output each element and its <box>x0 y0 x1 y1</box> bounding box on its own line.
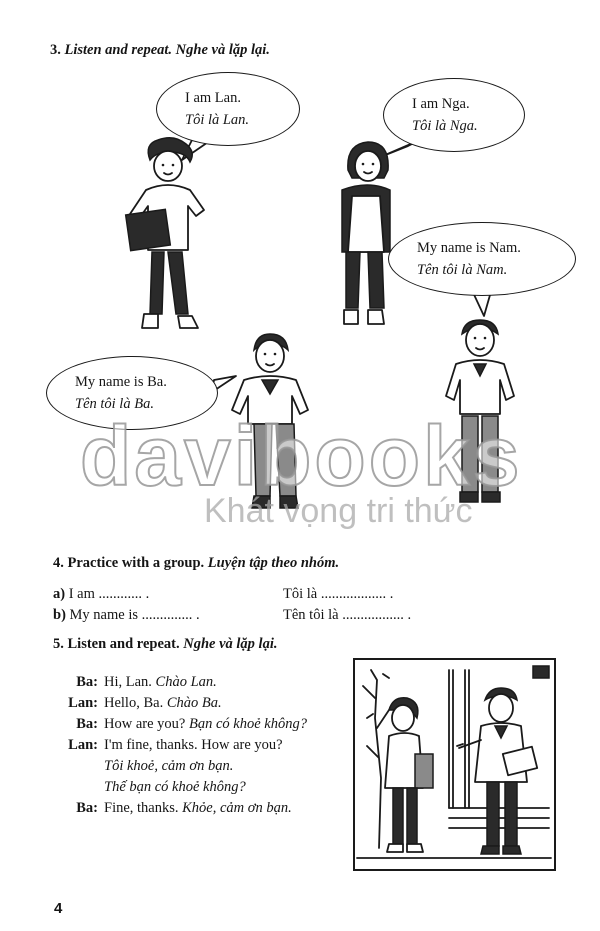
section-3-title-vi: Nghe và lặp lại. <box>175 42 270 58</box>
dialogue-en: Hi, Lan. <box>104 674 152 690</box>
speech-bubble-nam <box>388 222 576 296</box>
bubble-lan-vi: Tôi là Lan. <box>185 112 250 128</box>
dialogue-line <box>56 716 307 733</box>
watermark-brand: davibooks <box>80 409 523 503</box>
exercise-a-vi: Tôi là .................. . <box>283 586 394 602</box>
bubble-lan-en: I am Lan. <box>185 90 241 106</box>
section-3-number: 3. <box>50 42 61 58</box>
exercise-a-en: I am ............ . <box>68 586 150 602</box>
section-5-title-vi: Nghe và lặp lại. <box>183 636 278 652</box>
section-4-title-vi: Luyện tập theo nhóm. <box>207 555 340 571</box>
section-5-title-en: Listen and repeat. <box>67 636 180 652</box>
bubble-nam-vi: Tên tôi là Nam. <box>417 262 508 278</box>
dialogue-speaker: Ba: <box>76 716 98 732</box>
exercise-letter-a: a) <box>53 586 66 602</box>
exercise-letter-b: b) <box>53 607 66 623</box>
dialogue-illustration <box>353 658 556 871</box>
section-4-heading <box>53 555 339 572</box>
bubble-ba-en: My name is Ba. <box>75 374 167 390</box>
dialogue-speaker: Lan: <box>68 737 98 753</box>
section-4-title-en: Practice with a group. <box>67 555 205 571</box>
dialogue-line <box>56 695 222 712</box>
speech-bubble-nga <box>383 78 525 152</box>
bubble-nam-en: My name is Nam. <box>417 240 521 256</box>
bubble-nga-vi: Tôi là Nga. <box>412 118 478 134</box>
watermark-slogan: Khát vọng tri thức <box>204 492 473 530</box>
dialogue-vi: Khỏe, cảm ơn bạn. <box>182 800 292 816</box>
section-4-number: 4. <box>53 555 64 571</box>
dialogue-en: Hello, Ba. <box>104 695 164 711</box>
exercise-b-vi: Tên tôi là ................. . <box>283 607 412 623</box>
dialogue-vi: Chào Lan. <box>155 674 217 690</box>
dialogue-line <box>56 800 292 817</box>
section-5-number: 5. <box>53 636 64 652</box>
dialogue-vi: Chào Ba. <box>166 695 222 711</box>
dialogue-line-continued: Tôi khoẻ, cảm ơn bạn. <box>104 758 234 774</box>
dialogue-en: I'm fine, thanks. How are you? <box>104 737 283 753</box>
dialogue-line <box>56 737 283 754</box>
dialogue-speaker: Lan: <box>68 695 98 711</box>
exercise-b-en: My name is .............. . <box>69 607 200 623</box>
exercise-row-b <box>53 607 200 624</box>
bubble-ba-vi: Tên tôi là Ba. <box>75 396 154 412</box>
dialogue-en: Fine, thanks. <box>104 800 179 816</box>
dialogue-line <box>56 674 217 691</box>
bubble-nga-en: I am Nga. <box>412 96 470 112</box>
dialogue-speaker: Ba: <box>76 800 98 816</box>
dialogue-line-continued: Thế bạn có khoẻ không? <box>104 779 246 795</box>
dialogue-en: How are you? <box>104 716 186 732</box>
speech-bubble-lan <box>156 72 300 146</box>
girl-nga-figure <box>342 142 390 324</box>
page-number: 4 <box>54 900 63 917</box>
dialogue-speaker: Ba: <box>76 674 98 690</box>
girl-lan-figure <box>126 138 204 328</box>
section-3-title-en: Listen and repeat. <box>64 42 173 58</box>
section-5-heading <box>53 636 278 653</box>
dialogue-vi: Bạn có khoẻ không? <box>188 716 307 732</box>
exercise-row-a <box>53 586 149 603</box>
